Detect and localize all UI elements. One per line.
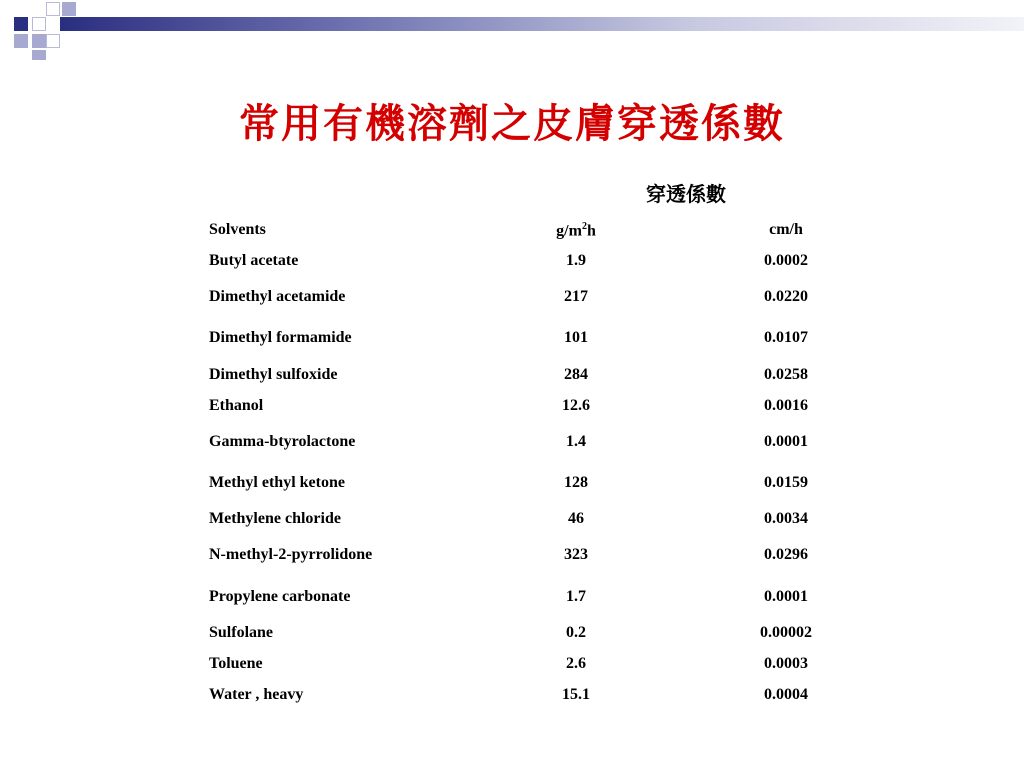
deco-square-dark	[14, 17, 28, 31]
cell-cm: 0.0001	[764, 588, 808, 605]
deco-square-outline	[32, 17, 46, 31]
cell-g: 0.2	[566, 624, 586, 641]
table-row	[0, 686, 1024, 706]
cell-g: 323	[564, 546, 588, 563]
table-row	[0, 510, 1024, 530]
deco-square-outline	[46, 34, 60, 48]
cell-g: 1.9	[566, 252, 586, 269]
cell-solvent: Propylene carbonate	[209, 588, 351, 605]
cell-cm: 0.0003	[764, 655, 808, 672]
cell-g: 1.4	[566, 433, 586, 450]
cell-cm: 0.0016	[764, 397, 808, 414]
cell-cm: 0.00002	[760, 624, 812, 641]
cell-solvent: Dimethyl formamide	[209, 329, 352, 346]
cell-cm: 0.0107	[764, 329, 808, 346]
cell-solvent: Dimethyl acetamide	[209, 288, 346, 305]
table-row	[0, 433, 1024, 453]
cell-cm: 0.0002	[764, 252, 808, 269]
table-row	[0, 366, 1024, 386]
deco-square-outline	[46, 2, 60, 16]
cell-solvent: Toluene	[209, 655, 263, 672]
cell-g: 128	[564, 474, 588, 491]
cell-solvent: Water , heavy	[209, 686, 304, 703]
cell-cm: 0.0220	[764, 288, 808, 305]
table-group-header: 穿透係數	[646, 182, 726, 206]
decorative-gradient-bar	[60, 17, 1024, 31]
header-g-per-m2h: $g/m^2h$	[556, 221, 596, 240]
cell-g: 101	[564, 329, 588, 346]
table-row	[0, 329, 1024, 349]
cell-solvent: Sulfolane	[209, 624, 274, 641]
table-row	[0, 588, 1024, 608]
cell-solvent: Gamma-btyrolactone	[209, 433, 356, 450]
cell-solvent: Methylene chloride	[209, 510, 341, 527]
table-row	[0, 474, 1024, 494]
cell-cm: 0.0296	[764, 546, 808, 563]
cell-solvent: Dimethyl sulfoxide	[209, 366, 338, 383]
cell-cm: 0.0004	[764, 686, 808, 703]
cell-g: 2.6	[566, 655, 586, 672]
cell-solvent: Ethanol	[209, 397, 264, 414]
cell-solvent: Butyl acetate	[209, 252, 299, 269]
cell-solvent: Methyl ethyl ketone	[209, 474, 345, 491]
cell-g: 15.1	[562, 686, 590, 703]
cell-g: 217	[564, 288, 588, 305]
deco-square-light	[62, 2, 76, 16]
deco-square-light	[32, 50, 46, 60]
header-solvents: Solvents	[209, 221, 266, 238]
cell-g: 46	[568, 510, 584, 527]
cell-cm: 0.0258	[764, 366, 808, 383]
table-row	[0, 624, 1024, 644]
cell-solvent: N-methyl-2-pyrrolidone	[209, 546, 373, 563]
cell-cm: 0.0001	[764, 433, 808, 450]
table-row	[0, 252, 1024, 272]
table-row	[0, 288, 1024, 308]
cell-cm: 0.0159	[764, 474, 808, 491]
table-row	[0, 397, 1024, 417]
deco-square-light	[32, 34, 46, 48]
cell-cm: 0.0034	[764, 510, 808, 527]
table-header-row	[0, 221, 1024, 241]
decorative-header-squares	[0, 0, 1024, 60]
cell-g: 284	[564, 366, 588, 383]
cell-g: 12.6	[562, 397, 590, 414]
header-cm-per-h: cm/h	[769, 221, 803, 238]
table-row	[0, 655, 1024, 675]
cell-g: 1.7	[566, 588, 586, 605]
deco-square-light	[14, 34, 28, 48]
table-row	[0, 546, 1024, 566]
slide-title: 常用有機溶劑之皮膚穿透係數	[239, 100, 785, 147]
